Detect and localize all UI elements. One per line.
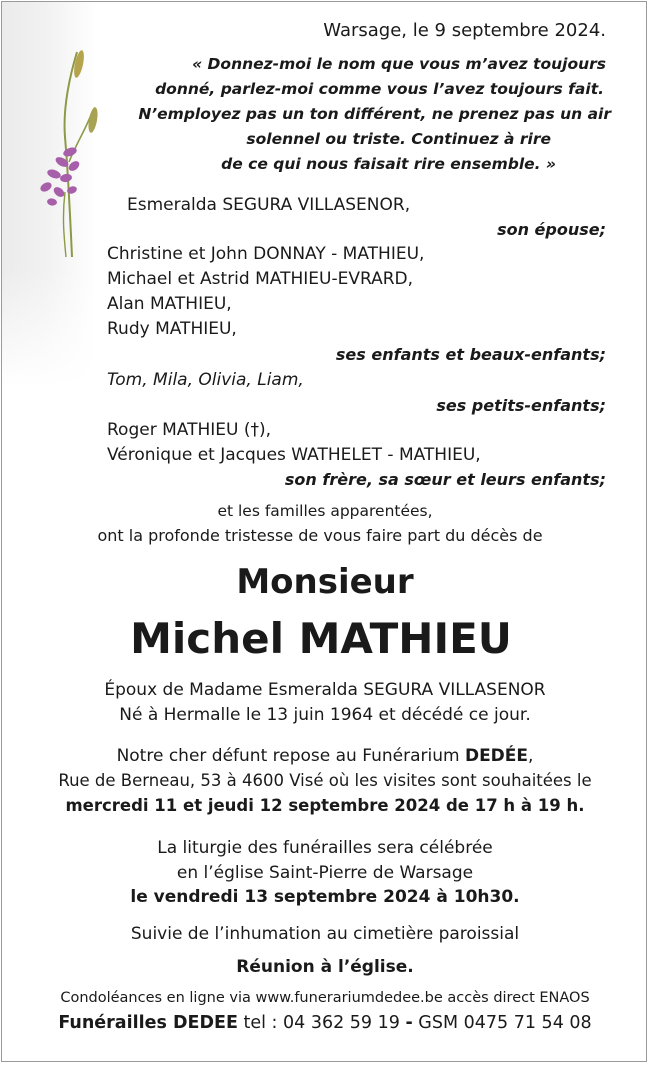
child-name: Christine et John DONNAY - MATHIEU,: [107, 244, 425, 264]
company-name: Funérailles DEDEE: [58, 1013, 238, 1033]
deceased-title: Monsieur: [236, 562, 414, 602]
spouse-name: Esmeralda SEGURA VILLASENOR,: [127, 195, 411, 215]
condolences-line: Condoléances en ligne via www.funerariumdedee.be accès direct ENAOS: [60, 990, 590, 1006]
date-line: Warsage, le 9 septembre 2024.: [323, 20, 606, 41]
wildflower-illustration: [32, 42, 112, 262]
burial-line: Suivie de l’inhumation au cimetière paroissial: [130, 924, 520, 944]
quote-line: « Donnez-moi le nom que vous m’avez toujours: [192, 55, 606, 73]
funeral-home-contact: [2, 1013, 647, 1033]
quote-line: donné, parlez-moi comme vous l’avez toujours fait.: [155, 80, 604, 98]
visitation-comma: ,: [528, 746, 534, 766]
birth-line: Né à Hermalle le 13 juin 1964 et décédé ce jour.: [119, 705, 531, 725]
grandchildren-names: Tom, Mila, Olivia, Liam,: [107, 370, 304, 390]
visitation-line-2: Rue de Berneau, 53 à 4600 Visé où les visites sont souhaitées le: [58, 771, 592, 790]
death-notice: [1, 1, 647, 1062]
spouse-label: son épouse;: [497, 220, 606, 239]
visitation-text: Notre cher défunt repose au Funérarium: [116, 746, 465, 766]
deceased-name: Michel MATHIEU: [130, 614, 512, 663]
funeral-datetime: le vendredi 13 septembre 2024 à 10h30.: [130, 887, 520, 907]
siblings-label: son frère, sa sœur et leurs enfants;: [284, 470, 606, 489]
child-name: Michael et Astrid MATHIEU-EVRARD,: [107, 269, 414, 289]
sibling-name: Roger MATHIEU (†),: [107, 420, 272, 440]
quote-line: N’employez pas un ton différent, ne prenez pas un air: [138, 105, 611, 123]
visitation-hours: mercredi 11 et jeudi 12 septembre 2024 de 17 h à 19 h.: [65, 796, 585, 815]
child-name: Alan MATHIEU,: [107, 294, 232, 314]
announcement-line: ont la profonde tristesse de vous faire part du décès de: [97, 526, 543, 545]
relatives-line: et les familles apparentées,: [217, 502, 433, 520]
gsm-number: GSM 0475 71 54 08: [412, 1013, 592, 1033]
funeral-line-2: en l’église Saint-Pierre de Warsage: [176, 863, 474, 883]
sibling-name: Véronique et Jacques WATHELET - MATHIEU,: [107, 445, 481, 465]
quote-line: solennel ou triste. Continuez à rire: [246, 130, 551, 148]
spouse-line: Époux de Madame Esmeralda SEGURA VILLASENOR: [104, 680, 546, 700]
quote-line: de ce qui nous faisait rire ensemble. »: [221, 155, 556, 173]
visitation-line-1: [2, 746, 647, 766]
funeral-home-name: DEDÉE: [464, 746, 529, 766]
grandchildren-label: ses petits-enfants;: [436, 396, 606, 415]
meeting-line: Réunion à l’église.: [236, 957, 414, 977]
funeral-line-1: La liturgie des funérailles sera célébrée: [157, 838, 493, 858]
child-name: Rudy MATHIEU,: [107, 319, 237, 339]
children-label: ses enfants et beaux-enfants;: [335, 345, 606, 364]
contact-separator: -: [405, 1013, 413, 1033]
phone-number: tel : 04 362 59 19: [237, 1013, 406, 1033]
